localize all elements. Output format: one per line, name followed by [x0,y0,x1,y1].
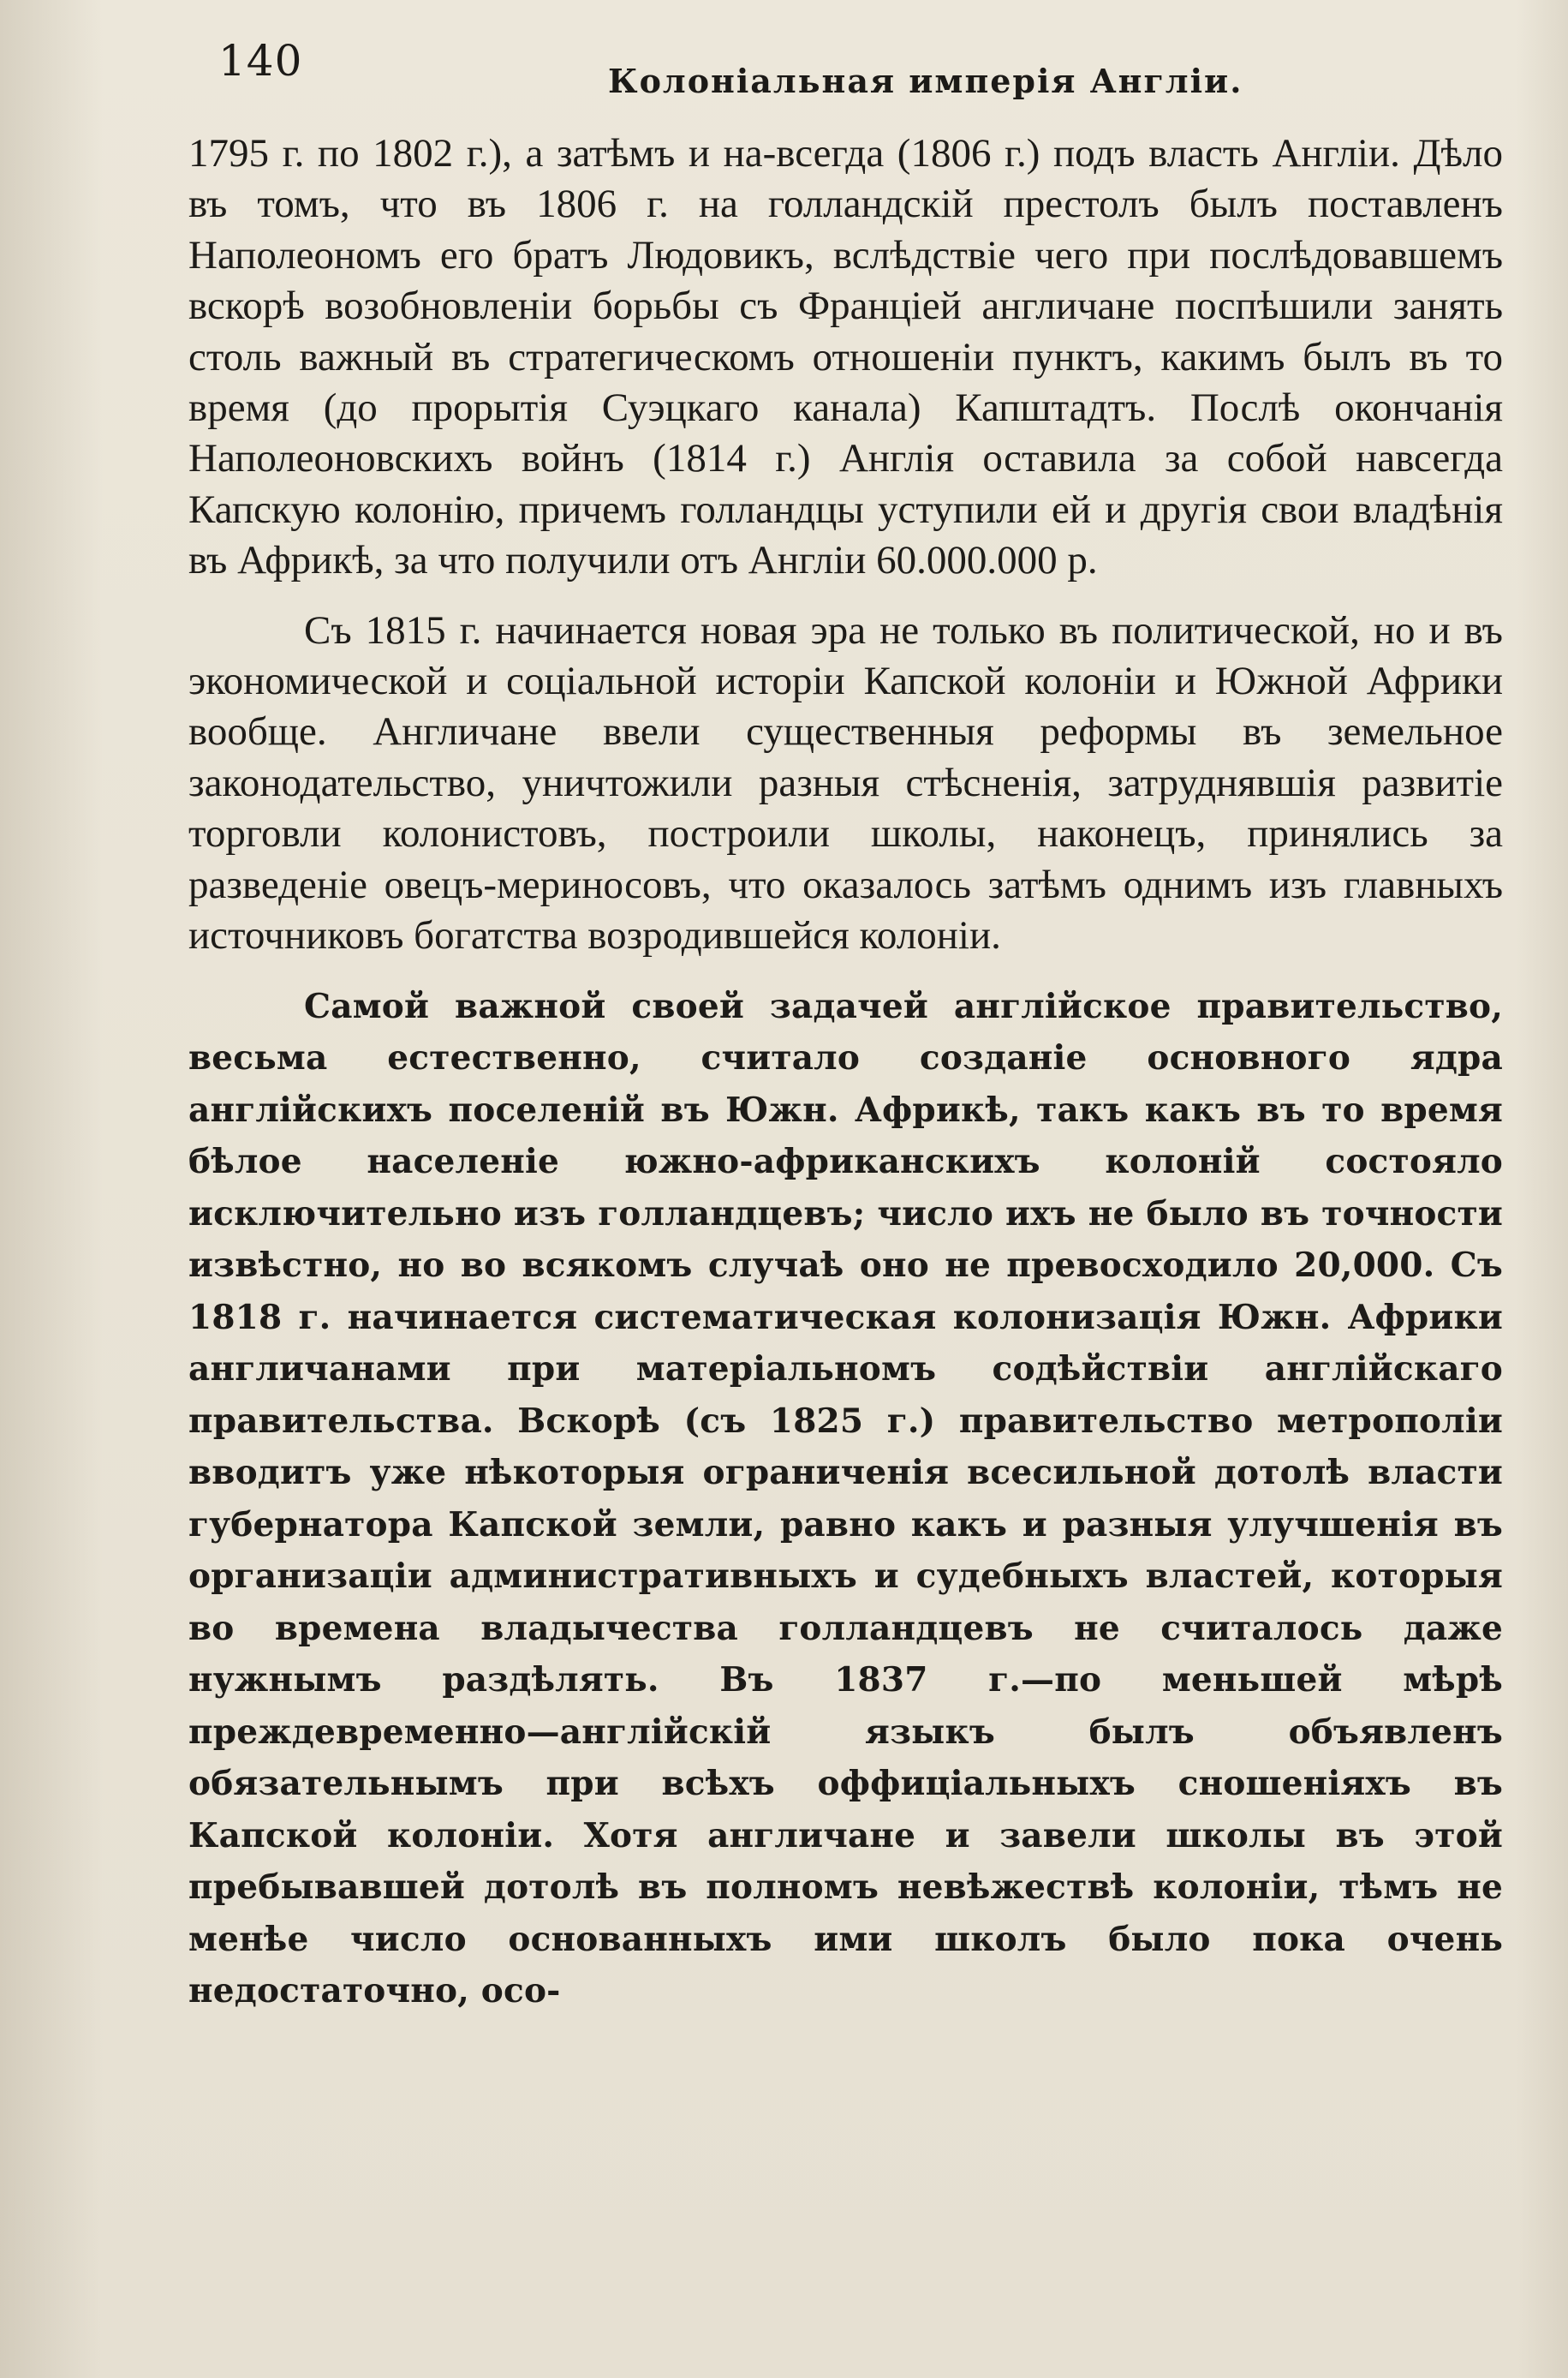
page-header [218,36,1486,105]
paragraph-1: 1795 г. по 1802 г.), а затѣмъ и на-всегда (1806 г.) подъ власть Англіи. Дѣло въ томъ, что въ 1806 г. на голландскій престолъ былъ поставленъ Наполеономъ его братъ Людовикъ, вслѣдствіе чего при послѣдовавшемъ вскорѣ возобновленіи борьбы съ Франціей англичане поспѣшили занять столь важный въ стратегическомъ отношеніи пунктъ, какимъ былъ въ то время (до прорытія Суэцкаго канала) Капштадтъ. Послѣ окончанія Наполеоновскихъ войнъ (1814 г.) Англія оставила за собой навсегда Капскую колонію, причемъ голландцы уступили ей и другія свои владѣнія въ Африкѣ, за что получили отъ Англіи 60.000.000 р. [188,131,1503,583]
page-gutter-shadow [0,0,103,2378]
running-title: Колоніальная имперія Англіи. [608,62,1243,100]
page-number: 140 [218,36,303,86]
page-edge-shadow [1517,0,1568,2378]
paragraph-2: Съ 1815 г. начинается новая эра не только въ политической, но и въ экономической и соціальной исторіи Капской колоніи и Южной Африки вообще. Англичане ввели существенныя реформы въ земельное законодательство, уничтожили разныя стѣсненія, затруднявшія развитіе торговли колонистовъ, построили школы, наконецъ, принялись за разведеніе овецъ-мериносовъ, что оказалось затѣмъ однимъ изъ главныхъ источниковъ богатства возродившейся колоніи. [188,607,1503,959]
body-text [188,128,1503,2017]
paragraph-3: Самой важной своей задачей англійское правительство, весьма естественно, считало созданіе основного ядра англійскихъ поселеній въ Южн. Африкѣ, такъ какъ въ то время бѣлое населеніе южно-африканскихъ колоній состояло исключительно изъ голландцевъ; число ихъ не было въ точности извѣстно, но во всякомъ случаѣ оно не превосходило 20,000. Съ 1818 г. начинается систематическая колонизація Южн. Африки англичанами при матеріальномъ содѣйствіи англійскаго правительства. Вскорѣ (съ 1825 г.) правительство метрополіи вводитъ уже нѣкоторыя ограниченія всесильной дотолѣ власти губернатора Капской земли, равно какъ и разныя улучшенія въ организаціи административныхъ и судебныхъ властей, которыя во времена владычества голландцевъ не считалось даже нужнымъ раздѣлять. Въ 1837 г.—по меньшей мѣрѣ преждевременно—англійскій языкъ былъ объявленъ обязательнымъ при всѣхъ оффиціальныхъ сношеніяхъ въ Капской колоніи. Хотя англичане и завели школы въ этой пребывавшей дотолѣ въ полномъ невѣжествѣ колоніи, тѣмъ не менѣе число основанныхъ ими школъ было пока очень недостаточно, осо- [188,986,1503,2011]
